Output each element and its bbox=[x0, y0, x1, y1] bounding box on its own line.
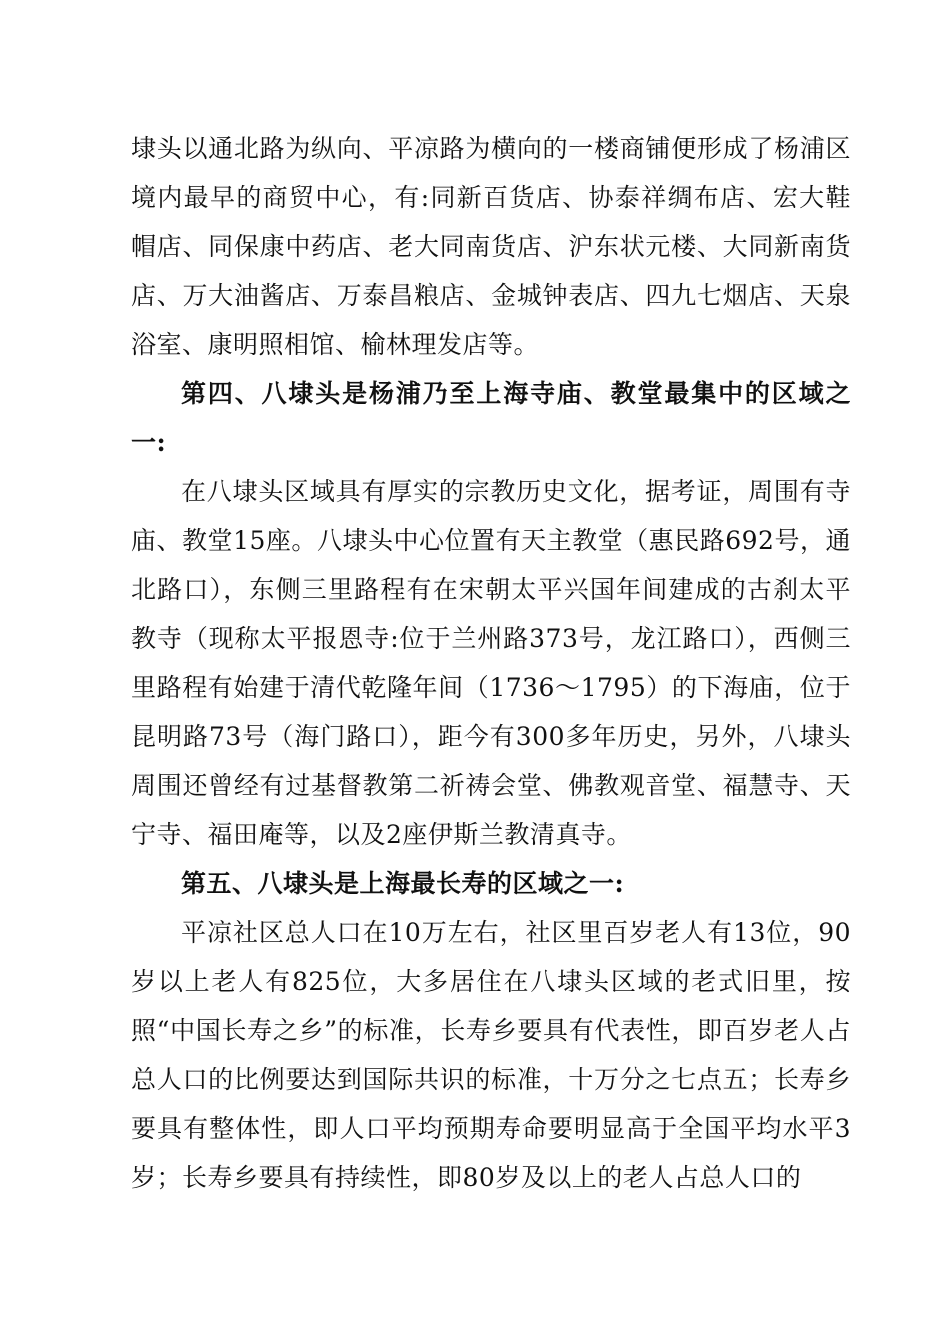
paragraph-longevity: 平凉社区总人口在10万左右，社区里百岁老人有13位，90岁以上老人有825位，大多居住在八埭头区域的老式旧里，按照“中国长寿之乡”的标准，长寿乡要具有代表性，即百岁老人占总人口的比例要达到国际共识的标准，十万分之七点五；长寿乡要具有整体性，即人口平均预期寿命要明显高于全国平均水平3岁；长寿乡要具有持续性，即80岁及以上的老人占总人口的 bbox=[131, 918, 851, 1192]
paragraph-shops-list: 埭头以通北路为纵向、平凉路为横向的一楼商铺便形成了杨浦区境内最早的商贸中心，有:同新百货店、协泰祥绸布店、宏大鞋帽店、同保康中药店、老大同南货店、沪东状元楼、大同新南货店、万大油酱店、万泰昌粮店、金城钟表店、四九七烟店、天泉浴室、康明照相馆、榆林理发店等。 bbox=[131, 134, 851, 359]
section-heading-four: 第四、八埭头是杨浦乃至上海寺庙、教堂最集中的区域之一: bbox=[131, 379, 851, 457]
section-heading-five: 第五、八埭头是上海最长寿的区域之一: bbox=[181, 869, 625, 898]
document-body bbox=[131, 124, 851, 1202]
paragraph-religion: 在八埭头区域具有厚实的宗教历史文化，据考证，周围有寺庙、教堂15座。八埭头中心位置有天主教堂（惠民路692号，通北路口），东侧三里路程有在宋朝太平兴国年间建成的古刹太平教寺（现称太平报恩寺:位于兰州路373号，龙江路口），西侧三里路程有始建于清代乾隆年间（1736～1795）的下海庙，位于昆明路73号（海门路口），距今有300多年历史，另外，八埭头周围还曾经有过基督教第二祈祷会堂、佛教观音堂、福慧寺、天宁寺、福田庵等，以及2座伊斯兰教清真寺。 bbox=[131, 477, 851, 849]
